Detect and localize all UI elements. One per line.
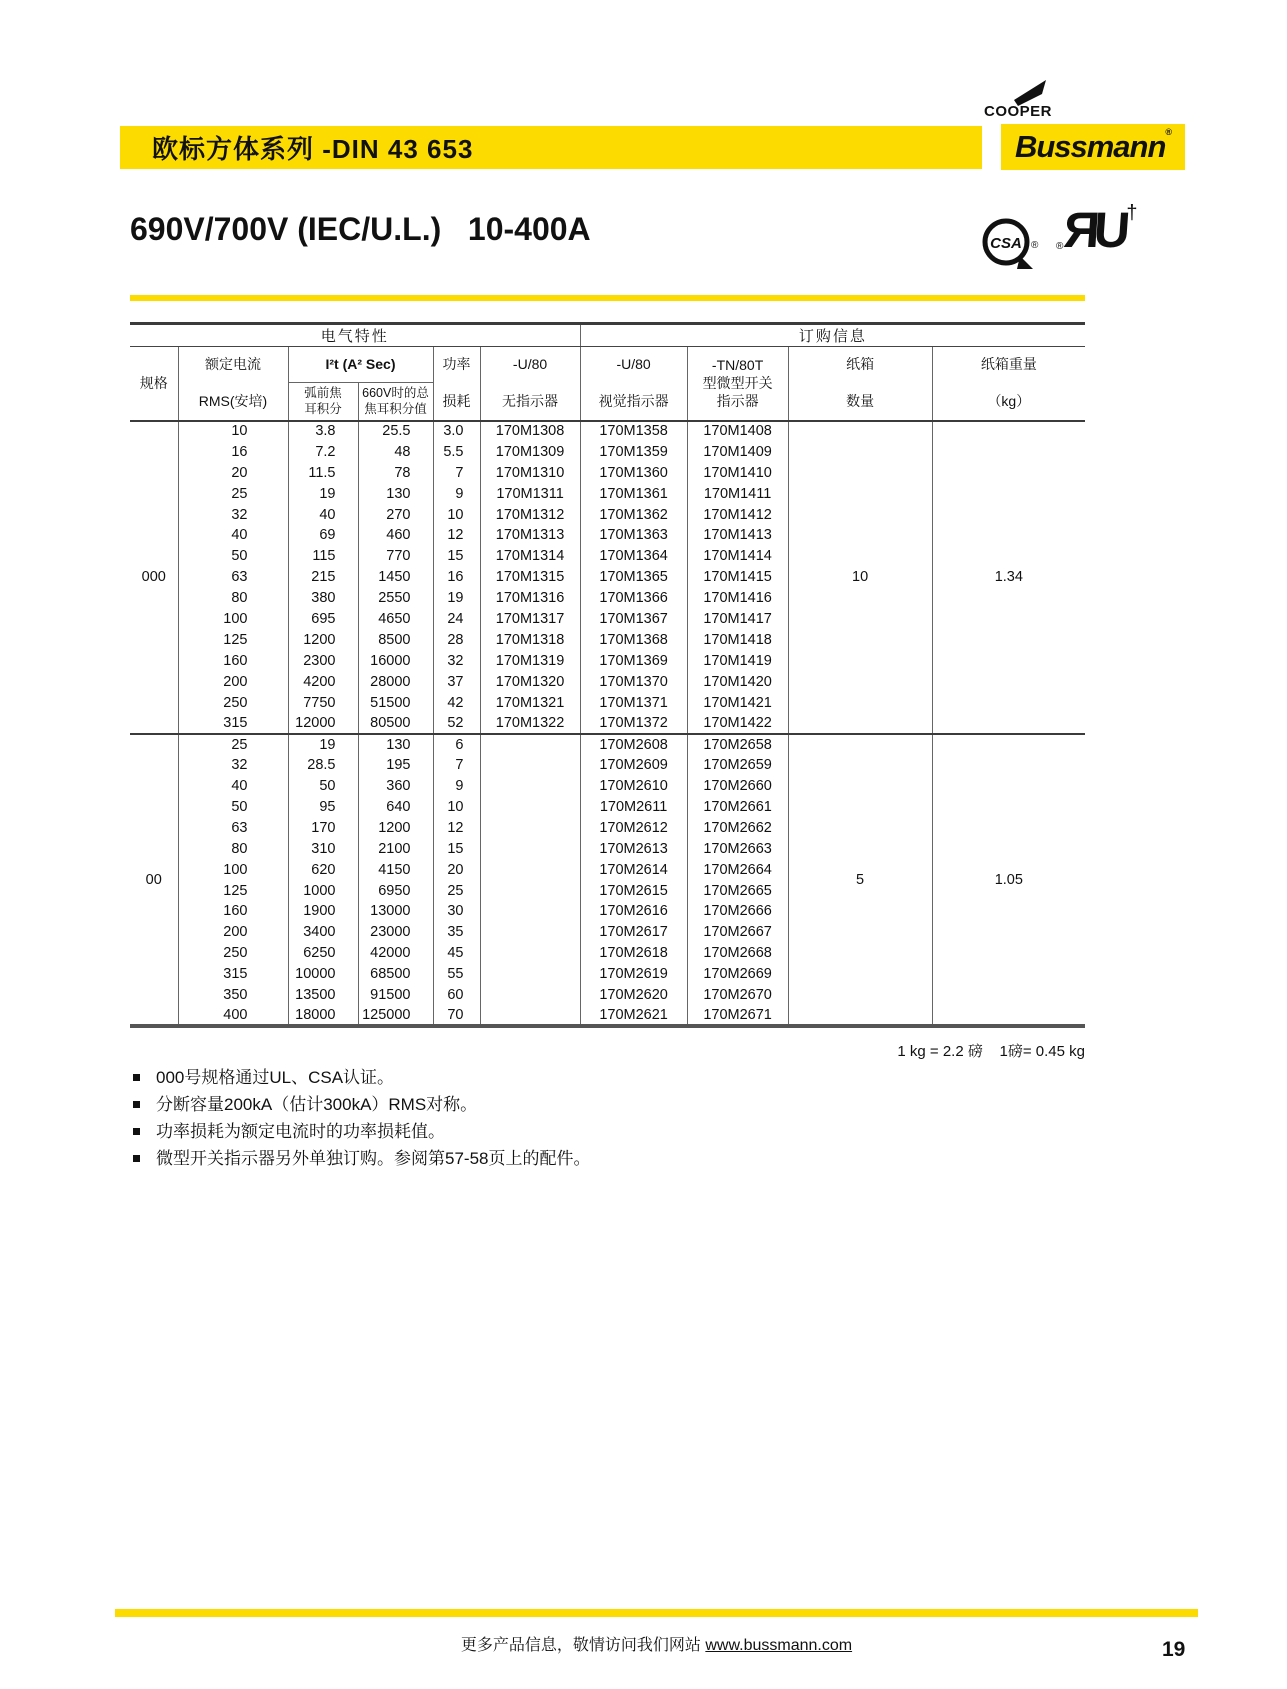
table-cell: 170M2621 xyxy=(580,1005,687,1026)
table-cell: 170M1322 xyxy=(480,713,580,734)
table-cell: 170M1411 xyxy=(687,483,788,504)
table-cell: 160 xyxy=(178,901,288,922)
table-cell: 16 xyxy=(433,567,480,588)
table-cell: 40 xyxy=(178,525,288,546)
table-cell: 270 xyxy=(358,504,433,525)
table-cell: 9 xyxy=(433,776,480,797)
table-cell xyxy=(480,797,580,818)
col-header-pre-arc: 弧前焦 耳积分 xyxy=(288,383,358,421)
table-cell: 19 xyxy=(288,483,358,504)
table-cell: 170M2611 xyxy=(580,797,687,818)
table-cell: 78 xyxy=(358,462,433,483)
ul-recognized-icon: ® ЯU † xyxy=(1056,202,1138,258)
table-cell: 315 xyxy=(178,964,288,985)
table-cell: 170M2669 xyxy=(687,964,788,985)
table-cell: 170M1412 xyxy=(687,504,788,525)
table-cell: 70 xyxy=(433,1005,480,1026)
square-bullet-icon xyxy=(133,1101,140,1108)
table-cell: 3400 xyxy=(288,922,358,943)
table-cell: 24 xyxy=(433,609,480,630)
footer-website-link[interactable]: www.bussmann.com xyxy=(705,1637,853,1654)
table-cell xyxy=(480,922,580,943)
page-number: 19 xyxy=(1162,1638,1186,1661)
carton-weight-cell: 1.05 xyxy=(932,734,1085,1026)
table-cell: 170M2671 xyxy=(687,1005,788,1026)
footnotes-list xyxy=(133,1068,590,1176)
table-cell: 6950 xyxy=(358,880,433,901)
table-cell: 20 xyxy=(433,859,480,880)
table-cell: 10 xyxy=(433,797,480,818)
table-cell: 400 xyxy=(178,1005,288,1026)
bussmann-logo-text: Bussmann® xyxy=(1014,127,1172,164)
col-header-u80-no-indicator: -U/80 无指示器 xyxy=(480,347,580,421)
table-cell: 68500 xyxy=(358,964,433,985)
col-header-spec: 规格 xyxy=(139,374,168,391)
table-cell: 16 xyxy=(178,441,288,462)
table-cell: 170M1360 xyxy=(580,462,687,483)
cooper-logo-text: COOPER xyxy=(984,103,1053,120)
table-cell xyxy=(480,1005,580,1026)
table-cell: 170M2614 xyxy=(580,859,687,880)
table-cell: 170M1310 xyxy=(480,462,580,483)
table-cell: 52 xyxy=(433,713,480,734)
yellow-divider-rule xyxy=(130,295,1085,301)
table-cell: 1450 xyxy=(358,567,433,588)
table-cell: 170M2658 xyxy=(687,734,788,755)
table-cell: 69 xyxy=(288,525,358,546)
table-cell: 770 xyxy=(358,546,433,567)
table-cell: 25.5 xyxy=(358,421,433,442)
spec-size-cell: 00 xyxy=(130,734,178,1026)
table-cell: 4150 xyxy=(358,859,433,880)
table-cell: 170M1321 xyxy=(480,692,580,713)
table-cell: 8500 xyxy=(358,629,433,650)
table-cell: 51500 xyxy=(358,692,433,713)
table-cell: 170M1312 xyxy=(480,504,580,525)
table-cell: 10 xyxy=(433,504,480,525)
list-item xyxy=(133,1122,590,1141)
table-cell xyxy=(480,964,580,985)
table-cell: 10 xyxy=(178,421,288,442)
square-bullet-icon xyxy=(133,1128,140,1135)
table-cell: 310 xyxy=(288,838,358,859)
table-cell: 100 xyxy=(178,859,288,880)
table-cell: 13000 xyxy=(358,901,433,922)
table-cell: 115 xyxy=(288,546,358,567)
table-row xyxy=(130,421,1085,442)
table-cell: 380 xyxy=(288,588,358,609)
table-cell: 91500 xyxy=(358,985,433,1006)
table-cell: 170M1409 xyxy=(687,441,788,462)
table-cell: 170M2665 xyxy=(687,880,788,901)
table-cell: 23000 xyxy=(358,922,433,943)
table-cell: 170M1418 xyxy=(687,629,788,650)
fuse-spec-table xyxy=(130,322,1085,1028)
col-header-power-loss: 功率 损耗 xyxy=(433,347,480,421)
col-header-carton-weight: 纸箱重量 （kg） xyxy=(932,347,1085,421)
footer-info-text: 更多产品信息，敬情访问我们网站 xyxy=(460,1637,706,1654)
table-cell: 19 xyxy=(433,588,480,609)
square-bullet-icon xyxy=(133,1155,140,1162)
table-cell: 170M1416 xyxy=(687,588,788,609)
table-cell: 170M1408 xyxy=(687,421,788,442)
table-cell: 4200 xyxy=(288,671,358,692)
table-cell: 40 xyxy=(178,776,288,797)
table-cell: 170M1363 xyxy=(580,525,687,546)
table-cell: 170M2668 xyxy=(687,943,788,964)
table-cell: 1200 xyxy=(358,817,433,838)
table-cell: 15 xyxy=(433,838,480,859)
table-cell: 170M1413 xyxy=(687,525,788,546)
table-cell: 170M1368 xyxy=(580,629,687,650)
dagger-mark: † xyxy=(1126,202,1138,224)
table-cell: 315 xyxy=(178,713,288,734)
table-cell: 170M1319 xyxy=(480,650,580,671)
table-cell: 170M2662 xyxy=(687,817,788,838)
footer-info xyxy=(115,1632,1198,1655)
table-cell: 170M1316 xyxy=(480,588,580,609)
table-cell: 170M2659 xyxy=(687,755,788,776)
table-body xyxy=(130,421,1085,1027)
table-cell: 170M1366 xyxy=(580,588,687,609)
table-cell: 170M1365 xyxy=(580,567,687,588)
table-cell: 170M1361 xyxy=(580,483,687,504)
series-title: 欧标方体系列 -DIN 43 653 xyxy=(152,134,474,164)
table-cell: 170M1362 xyxy=(580,504,687,525)
series-title-bar xyxy=(120,126,982,169)
table-cell: 130 xyxy=(358,483,433,504)
table-cell: 170M2663 xyxy=(687,838,788,859)
table-cell: 170M1364 xyxy=(580,546,687,567)
table-cell: 170M1358 xyxy=(580,421,687,442)
list-item xyxy=(133,1149,590,1168)
table-cell: 28000 xyxy=(358,671,433,692)
table-cell: 125 xyxy=(178,880,288,901)
table-cell: 170M1372 xyxy=(580,713,687,734)
table-cell: 18000 xyxy=(288,1005,358,1026)
table-cell: 80500 xyxy=(358,713,433,734)
table-cell: 170M2616 xyxy=(580,901,687,922)
table-cell: 63 xyxy=(178,567,288,588)
table-cell: 695 xyxy=(288,609,358,630)
note-text: 000号规格通过UL、CSA认证。 xyxy=(156,1068,395,1087)
list-item xyxy=(133,1068,590,1087)
table-cell: 6250 xyxy=(288,943,358,964)
table-cell: 130 xyxy=(358,734,433,755)
table-cell: 12 xyxy=(433,525,480,546)
unit-conversion-note: 1 kg = 2.2 磅 1磅= 0.45 kg xyxy=(897,1043,1085,1060)
table-cell: 170M1371 xyxy=(580,692,687,713)
table-cell: 620 xyxy=(288,859,358,880)
table-cell: 45 xyxy=(433,943,480,964)
table-cell xyxy=(480,776,580,797)
table-cell xyxy=(480,901,580,922)
table-cell: 170M1421 xyxy=(687,692,788,713)
col-header-rated-current: 额定电流 RMS(安培) xyxy=(178,347,288,421)
table-cell: 200 xyxy=(178,671,288,692)
table-cell xyxy=(480,880,580,901)
svg-text:®: ® xyxy=(1031,240,1039,251)
footer-yellow-rule xyxy=(115,1609,1198,1617)
col-header-tn80t-microswitch: -TN/80T 型微型开关 指示器 xyxy=(687,347,788,421)
table-cell: 80 xyxy=(178,588,288,609)
table-cell: 360 xyxy=(358,776,433,797)
table-cell: 170M2609 xyxy=(580,755,687,776)
table-cell: 13500 xyxy=(288,985,358,1006)
table-cell: 80 xyxy=(178,838,288,859)
table-cell: 95 xyxy=(288,797,358,818)
spec-size-cell: 000 xyxy=(130,421,178,734)
table-cell: 170M1308 xyxy=(480,421,580,442)
table-cell xyxy=(480,838,580,859)
table-cell: 170M2617 xyxy=(580,922,687,943)
table-cell: 50 xyxy=(178,546,288,567)
table-cell: 170M1309 xyxy=(480,441,580,462)
table-cell xyxy=(480,859,580,880)
table-cell: 460 xyxy=(358,525,433,546)
table-cell: 1000 xyxy=(288,880,358,901)
table-cell: 170M1419 xyxy=(687,650,788,671)
table-cell: 170M1410 xyxy=(687,462,788,483)
table-cell: 7 xyxy=(433,755,480,776)
table-cell: 170M2618 xyxy=(580,943,687,964)
table-cell: 10000 xyxy=(288,964,358,985)
table-cell: 6 xyxy=(433,734,480,755)
table-cell: 200 xyxy=(178,922,288,943)
registered-mark-icon: ® xyxy=(1056,241,1064,252)
table-cell: 2300 xyxy=(288,650,358,671)
table-cell: 32 xyxy=(178,504,288,525)
table-cell: 250 xyxy=(178,692,288,713)
carton-qty-cell: 5 xyxy=(788,734,932,1026)
table-cell: 55 xyxy=(433,964,480,985)
carton-weight-cell: 1.34 xyxy=(932,421,1085,734)
table-cell: 170M2613 xyxy=(580,838,687,859)
table-cell: 7 xyxy=(433,462,480,483)
table-cell: 160 xyxy=(178,650,288,671)
table-cell: 19 xyxy=(288,734,358,755)
table-cell: 170M1369 xyxy=(580,650,687,671)
csa-certification-icon xyxy=(982,212,1040,277)
table-cell: 35 xyxy=(433,922,480,943)
bussmann-logo xyxy=(1001,124,1185,170)
table-cell: 170M1367 xyxy=(580,609,687,630)
table-cell xyxy=(480,734,580,755)
table-cell xyxy=(480,817,580,838)
table-cell: 170M1315 xyxy=(480,567,580,588)
list-item xyxy=(133,1095,590,1114)
table-cell: 2550 xyxy=(358,588,433,609)
col-header-carton-qty: 纸箱 数量 xyxy=(788,347,932,421)
group-header-row xyxy=(130,324,1085,347)
table-cell: 170M2661 xyxy=(687,797,788,818)
table-cell: 125 xyxy=(178,629,288,650)
table-cell: 170M1311 xyxy=(480,483,580,504)
table-cell: 4650 xyxy=(358,609,433,630)
table-cell: 170M2660 xyxy=(687,776,788,797)
table-cell: 5.5 xyxy=(433,441,480,462)
carton-qty-cell: 10 xyxy=(788,421,932,734)
table-cell: 170 xyxy=(288,817,358,838)
table-cell: 640 xyxy=(358,797,433,818)
table-cell: 3.8 xyxy=(288,421,358,442)
table-cell: 50 xyxy=(178,797,288,818)
table-cell: 12 xyxy=(433,817,480,838)
table-cell: 170M1317 xyxy=(480,609,580,630)
note-text: 分断容量200kA（估计300kA）RMS对称。 xyxy=(156,1095,478,1114)
registered-mark-icon: ® xyxy=(1165,127,1172,137)
table-cell: 170M2670 xyxy=(687,985,788,1006)
table-cell: 125000 xyxy=(358,1005,433,1026)
table-cell: 170M2608 xyxy=(580,734,687,755)
table-cell: 170M2615 xyxy=(580,880,687,901)
table-cell: 12000 xyxy=(288,713,358,734)
table-cell: 3.0 xyxy=(433,421,480,442)
table-cell: 11.5 xyxy=(288,462,358,483)
col-header-u80-visual-indicator: -U/80 视觉指示器 xyxy=(580,347,687,421)
page-title: 690V/700V (IEC/U.L.) 10-400A xyxy=(130,211,591,247)
table-cell: 28 xyxy=(433,629,480,650)
table-cell: 100 xyxy=(178,609,288,630)
table-cell: 170M1314 xyxy=(480,546,580,567)
table-cell: 1900 xyxy=(288,901,358,922)
table-cell: 250 xyxy=(178,943,288,964)
table-cell: 215 xyxy=(288,567,358,588)
note-text: 功率损耗为额定电流时的功率损耗值。 xyxy=(156,1122,445,1141)
table-cell: 28.5 xyxy=(288,755,358,776)
table-cell: 48 xyxy=(358,441,433,462)
table-cell: 170M2610 xyxy=(580,776,687,797)
table-cell: 50 xyxy=(288,776,358,797)
table-cell: 42 xyxy=(433,692,480,713)
table-cell: 350 xyxy=(178,985,288,1006)
table-cell: 170M2612 xyxy=(580,817,687,838)
table-cell: 32 xyxy=(178,755,288,776)
table-cell: 170M1420 xyxy=(687,671,788,692)
table-cell: 170M1359 xyxy=(580,441,687,462)
table-cell: 2100 xyxy=(358,838,433,859)
table-cell: 30 xyxy=(433,901,480,922)
table-cell: 63 xyxy=(178,817,288,838)
table-cell: 170M1422 xyxy=(687,713,788,734)
table-cell: 170M1313 xyxy=(480,525,580,546)
table-cell: 20 xyxy=(178,462,288,483)
table-cell: 32 xyxy=(433,650,480,671)
table-cell: 37 xyxy=(433,671,480,692)
table-cell: 40 xyxy=(288,504,358,525)
col-header-total-660v: 660V时的总 焦耳积分值 xyxy=(358,383,433,421)
table-cell: 170M1415 xyxy=(687,567,788,588)
table-cell: 9 xyxy=(433,483,480,504)
column-header-row xyxy=(130,347,1085,383)
table-cell: 170M1370 xyxy=(580,671,687,692)
table-cell: 60 xyxy=(433,985,480,1006)
table-cell: 15 xyxy=(433,546,480,567)
table-cell: 7.2 xyxy=(288,441,358,462)
col-header-i2t: I²t (A² Sec) xyxy=(288,347,433,383)
table-cell: 170M2620 xyxy=(580,985,687,1006)
table-cell: 25 xyxy=(178,734,288,755)
group-electrical-characteristics: 电气特性 xyxy=(130,324,580,347)
square-bullet-icon xyxy=(133,1074,140,1081)
note-text: 微型开关指示器另外单独订购。参阅第57-58页上的配件。 xyxy=(156,1149,591,1168)
table-cell: 170M1318 xyxy=(480,629,580,650)
table-cell: 170M2664 xyxy=(687,859,788,880)
group-ordering-info: 订购信息 xyxy=(580,324,1085,347)
table-row xyxy=(130,734,1085,755)
table-cell: 170M2667 xyxy=(687,922,788,943)
table-cell: 170M2619 xyxy=(580,964,687,985)
table-cell: 170M2666 xyxy=(687,901,788,922)
table-cell: 170M1417 xyxy=(687,609,788,630)
table-cell xyxy=(480,755,580,776)
table-cell: 42000 xyxy=(358,943,433,964)
table-cell: 25 xyxy=(178,483,288,504)
table-cell: 16000 xyxy=(358,650,433,671)
table-cell: 1200 xyxy=(288,629,358,650)
table-cell: 170M1414 xyxy=(687,546,788,567)
table-cell: 7750 xyxy=(288,692,358,713)
table-cell: 195 xyxy=(358,755,433,776)
table-cell: 170M1320 xyxy=(480,671,580,692)
table-cell xyxy=(480,943,580,964)
table-cell: 25 xyxy=(433,880,480,901)
table-cell xyxy=(480,985,580,1006)
svg-text:CSA: CSA xyxy=(990,235,1022,252)
